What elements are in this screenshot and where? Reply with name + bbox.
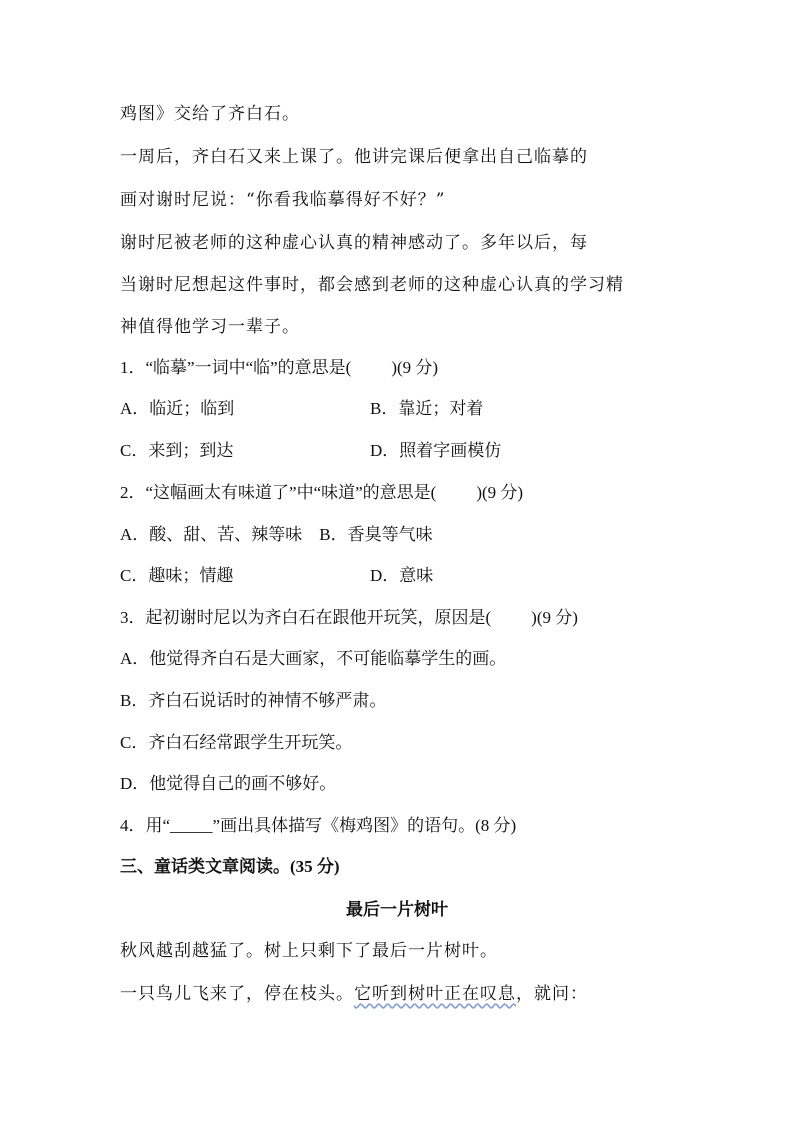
question-stem: 1．“临摹”一词中“临”的意思是( <box>120 358 352 377</box>
question-1 <box>120 357 438 379</box>
question-4: 4．用“_____”画出具体描写《梅鸡图》的语句。(8 分) <box>120 816 517 835</box>
question-score: )(9 分) <box>391 358 439 377</box>
question-1-options-row1 <box>120 398 234 420</box>
option-c: C．趣味；情趣 <box>120 566 234 585</box>
option-a: A．酸、甜、苦、辣等味 <box>120 525 303 544</box>
option-d: D．意味 <box>370 566 434 585</box>
passage-line: 当谢时尼想起这件事时，都会感到老师的这种虚心认真的学习精 <box>120 275 624 295</box>
option-c: C．齐白石经常跟学生开玩笑。 <box>120 733 353 752</box>
question-stem: 2．“这幅画太有味道了”中“味道”的意思是( <box>120 483 437 502</box>
option-b: B．香臭等气味 <box>319 525 433 544</box>
question-score: )(9 分) <box>531 608 578 627</box>
story-line <box>120 983 588 1005</box>
option-b: B．靠近；对着 <box>370 399 484 418</box>
passage-line: 一周后，齐白石又来上课了。他讲完课后便拿出自己临摹的 <box>120 147 588 167</box>
passage-line: 画对谢时尼说：“你看我临摹得好不好？” <box>120 190 446 210</box>
option-a: A．临近；临到 <box>120 399 235 418</box>
question-3 <box>120 607 578 629</box>
wavy-underlined-text: 它听到树叶正在叹息 <box>354 984 516 1004</box>
story-title: 最后一片树叶 <box>346 900 448 919</box>
story-text: ，就问： <box>516 984 588 1004</box>
question-stem: 3．起初谢时尼以为齐白石在跟他开玩笑，原因是( <box>120 608 492 627</box>
section-heading: 三、童话类文章阅读。(35 分) <box>120 857 340 876</box>
question-2 <box>120 482 523 504</box>
option-d: D．照着字画模仿 <box>370 441 502 460</box>
option-d: D．他觉得自己的画不够好。 <box>120 774 337 793</box>
option-c: C．来到；到达 <box>120 441 234 460</box>
option-a: A．他觉得齐白石是大画家，不可能临摹学生的画。 <box>120 649 507 668</box>
story-line: 秋风越刮越猛了。树上只剩下了最后一片树叶。 <box>120 941 498 961</box>
option-b: B．齐白石说话时的神情不够严肃。 <box>120 691 387 710</box>
passage-line: 鸡图》交给了齐白石。 <box>120 104 300 124</box>
question-score: )(9 分) <box>476 483 524 502</box>
question-2-options-row1 <box>120 524 433 546</box>
passage-line: 谢时尼被老师的这种虚心认真的精神感动了。多年以后，每 <box>120 233 588 253</box>
passage-line: 神值得他学习一辈子。 <box>120 317 300 337</box>
story-text: 一只鸟儿飞来了，停在枝头。 <box>120 984 354 1004</box>
